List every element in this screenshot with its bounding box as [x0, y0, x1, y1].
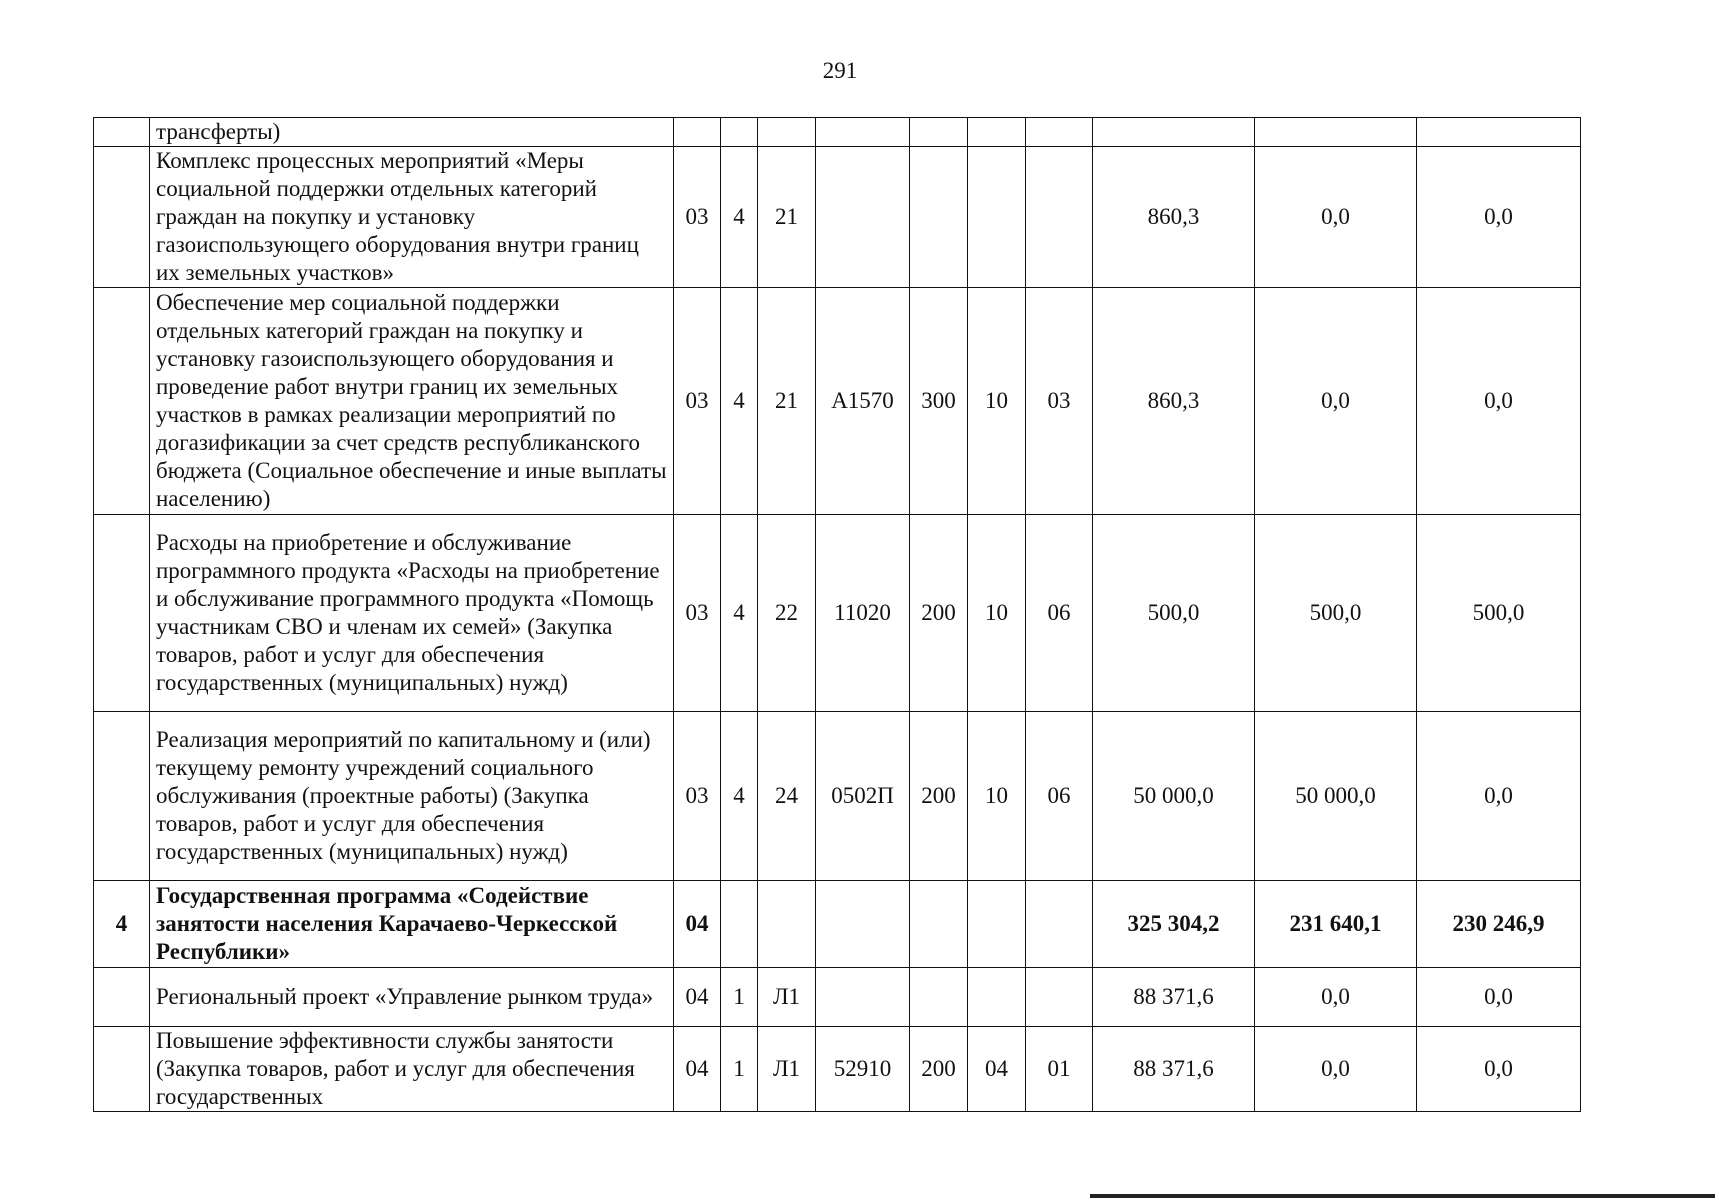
code-cell-2: 4 [721, 515, 758, 712]
amount-year-3-cell: 500,0 [1417, 515, 1581, 712]
code-cell-5 [910, 118, 968, 147]
code-cell-4 [816, 968, 910, 1027]
amount-year-1-cell: 88 371,6 [1093, 968, 1255, 1027]
code-cell-1: 03 [674, 515, 721, 712]
name-cell: Государственная программа «Содействие занятости населения Карачаево-Черкесской Республики» [150, 881, 674, 968]
amount-year-1-cell: 860,3 [1093, 147, 1255, 288]
amount-year-2-cell: 50 000,0 [1255, 712, 1417, 881]
row-number-cell [94, 147, 150, 288]
row-number-cell [94, 968, 150, 1027]
amount-year-1-cell: 500,0 [1093, 515, 1255, 712]
amount-year-2-cell: 0,0 [1255, 1027, 1417, 1112]
code-cell-6 [968, 147, 1026, 288]
code-cell-3: Л1 [758, 968, 816, 1027]
code-cell-2: 4 [721, 712, 758, 881]
code-cell-7 [1026, 118, 1093, 147]
code-cell-2: 1 [721, 968, 758, 1027]
amount-year-3-cell: 0,0 [1417, 1027, 1581, 1112]
code-cell-3: 21 [758, 288, 816, 515]
table-row [94, 881, 1581, 968]
code-cell-4 [816, 118, 910, 147]
code-cell-5 [910, 147, 968, 288]
code-cell-2: 1 [721, 1027, 758, 1112]
amount-year-1-cell: 50 000,0 [1093, 712, 1255, 881]
code-cell-4: 0502П [816, 712, 910, 881]
table-row [94, 118, 1581, 147]
amount-year-2-cell: 0,0 [1255, 147, 1417, 288]
table-row [94, 515, 1581, 712]
table-row [94, 288, 1581, 515]
code-cell-3 [758, 881, 816, 968]
code-cell-1: 03 [674, 288, 721, 515]
row-number-cell: 4 [94, 881, 150, 968]
table-row [94, 712, 1581, 881]
code-cell-3 [758, 118, 816, 147]
row-number-cell [94, 118, 150, 147]
page-number: 291 [822, 58, 858, 83]
code-cell-6 [968, 881, 1026, 968]
row-number-cell [94, 515, 150, 712]
code-cell-7: 06 [1026, 515, 1093, 712]
name-cell: трансферты) [150, 118, 674, 147]
amount-year-3-cell: 0,0 [1417, 147, 1581, 288]
amount-year-2-cell [1255, 118, 1417, 147]
code-cell-7 [1026, 968, 1093, 1027]
amount-year-1-cell: 860,3 [1093, 288, 1255, 515]
amount-year-3-cell: 0,0 [1417, 712, 1581, 881]
code-cell-7 [1026, 147, 1093, 288]
code-cell-1 [674, 118, 721, 147]
code-cell-6 [968, 118, 1026, 147]
code-cell-5: 300 [910, 288, 968, 515]
table-row [94, 1027, 1581, 1112]
code-cell-1: 03 [674, 712, 721, 881]
name-cell: Расходы на приобретение и обслуживание программного продукта «Расходы на приобретение и обслуживание программного продукта «Помощь участникам СВО и членам их семей» (Закупка товаров, работ и услуг для обеспечения государственных (муниципальных) нужд) [150, 515, 674, 712]
name-cell: Комплекс процессных мероприятий «Меры социальной поддержки отдельных категорий граждан на покупку и установку газоиспользующего оборудования внутри границ их земельных участков» [150, 147, 674, 288]
code-cell-6: 10 [968, 288, 1026, 515]
amount-year-3-cell [1417, 118, 1581, 147]
amount-year-1-cell: 325 304,2 [1093, 881, 1255, 968]
amount-year-3-cell: 0,0 [1417, 968, 1581, 1027]
code-cell-2 [721, 881, 758, 968]
name-cell: Повышение эффективности службы занятости (Закупка товаров, работ и услуг для обеспечения государственных [150, 1027, 674, 1112]
code-cell-6 [968, 968, 1026, 1027]
amount-year-2-cell: 231 640,1 [1255, 881, 1417, 968]
code-cell-5 [910, 881, 968, 968]
code-cell-4: 52910 [816, 1027, 910, 1112]
code-cell-3: 21 [758, 147, 816, 288]
row-number-cell [94, 1027, 150, 1112]
code-cell-6: 10 [968, 712, 1026, 881]
row-number-cell [94, 288, 150, 515]
page-edge-line [1090, 1194, 1715, 1198]
table-row [94, 968, 1581, 1027]
code-cell-5: 200 [910, 1027, 968, 1112]
code-cell-1: 04 [674, 1027, 721, 1112]
code-cell-5: 200 [910, 712, 968, 881]
code-cell-4 [816, 147, 910, 288]
code-cell-4: А1570 [816, 288, 910, 515]
name-cell: Региональный проект «Управление рынком труда» [150, 968, 674, 1027]
code-cell-4 [816, 881, 910, 968]
code-cell-1: 04 [674, 881, 721, 968]
code-cell-3: Л1 [758, 1027, 816, 1112]
name-cell: Реализация мероприятий по капитальному и (или) текущему ремонту учреждений социального обслуживания (проектные работы) (Закупка товаров, работ и услуг для обеспечения государственных (муниципальных) нужд) [150, 712, 674, 881]
code-cell-2: 4 [721, 147, 758, 288]
code-cell-3: 22 [758, 515, 816, 712]
code-cell-7: 03 [1026, 288, 1093, 515]
code-cell-6: 04 [968, 1027, 1026, 1112]
code-cell-1: 04 [674, 968, 721, 1027]
code-cell-1: 03 [674, 147, 721, 288]
code-cell-2 [721, 118, 758, 147]
amount-year-2-cell: 0,0 [1255, 968, 1417, 1027]
code-cell-7: 01 [1026, 1027, 1093, 1112]
amount-year-3-cell: 230 246,9 [1417, 881, 1581, 968]
code-cell-7 [1026, 881, 1093, 968]
code-cell-3: 24 [758, 712, 816, 881]
amount-year-3-cell: 0,0 [1417, 288, 1581, 515]
amount-year-1-cell: 88 371,6 [1093, 1027, 1255, 1112]
code-cell-5 [910, 968, 968, 1027]
amount-year-1-cell [1093, 118, 1255, 147]
code-cell-5: 200 [910, 515, 968, 712]
code-cell-6: 10 [968, 515, 1026, 712]
amount-year-2-cell: 500,0 [1255, 515, 1417, 712]
budget-table [93, 117, 1581, 1112]
name-cell: Обеспечение мер социальной поддержки отдельных категорий граждан на покупку и установку газоиспользующего оборудования и проведение работ внутри границ их земельных участков в рамках реализации мероприятий по догазификации за счет средств республиканского бюджета (Социальное обеспечение и иные выплаты населению) [150, 288, 674, 515]
code-cell-7: 06 [1026, 712, 1093, 881]
amount-year-2-cell: 0,0 [1255, 288, 1417, 515]
code-cell-4: 11020 [816, 515, 910, 712]
table-row [94, 147, 1581, 288]
row-number-cell [94, 712, 150, 881]
code-cell-2: 4 [721, 288, 758, 515]
